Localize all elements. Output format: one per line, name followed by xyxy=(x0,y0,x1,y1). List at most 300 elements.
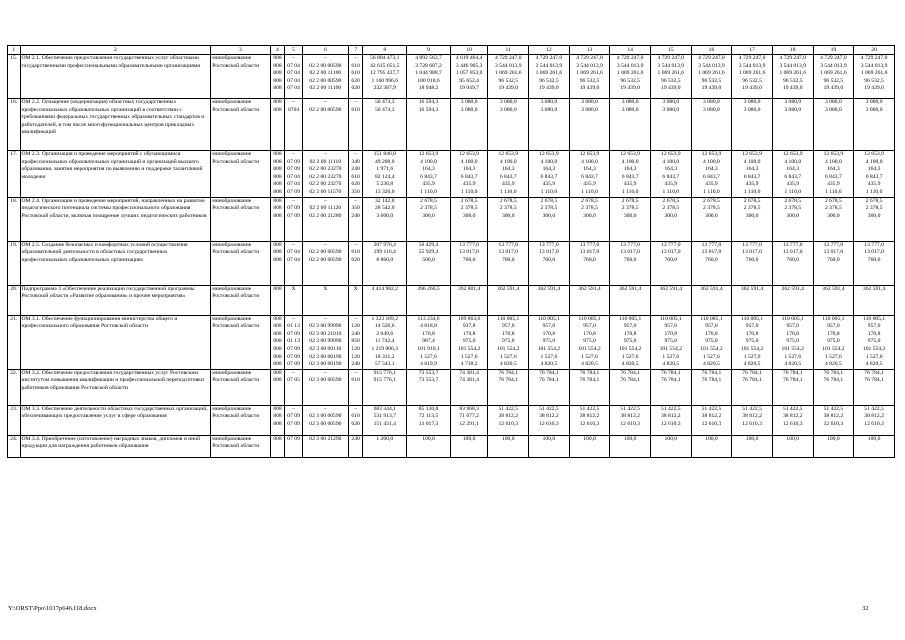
amount-value: 2 378,5 xyxy=(499,205,517,212)
amount-value: 300,0 xyxy=(501,212,515,219)
amount-cell xyxy=(569,405,610,435)
amount-value: 76 784,1 xyxy=(539,369,559,376)
amount-value: 110 005,1 xyxy=(497,315,520,322)
amount-value: 76 784,1 xyxy=(782,377,803,384)
amount-value: 13 017,0 xyxy=(498,249,519,256)
amount-cell xyxy=(813,99,854,151)
budget-code-value: – xyxy=(292,405,295,412)
executor: минобразование Ростовской области xyxy=(211,369,270,405)
budget-code-value: 07 09 xyxy=(287,353,300,360)
amount-value: 13 017,0 xyxy=(742,249,762,256)
budget-code-value: 808 xyxy=(273,369,282,376)
amount-value: 76 784,1 xyxy=(661,377,681,384)
amount-cell xyxy=(772,315,813,369)
budget-code-value: 07 04 xyxy=(287,85,300,92)
amount-cell xyxy=(450,197,488,241)
budget-code-value: 02 2 00 21280 xyxy=(309,212,342,219)
amount-value: 957,0 xyxy=(867,323,881,330)
amount-value: 56 429,4 xyxy=(418,241,439,248)
amount-value: 51 422,5 xyxy=(742,405,762,412)
amount-cell xyxy=(772,151,813,198)
budget-code-value: 808 xyxy=(273,285,282,292)
amount-cell xyxy=(691,197,732,241)
amount-value: 12 291,1 xyxy=(459,420,479,427)
budget-code-value: 07 09 xyxy=(287,435,300,442)
amount-value: 4 100,0 xyxy=(743,158,761,165)
amount-value: 3 080,0 xyxy=(460,106,478,113)
amount-cell xyxy=(691,241,732,285)
amount-value: 74 381,4 xyxy=(459,369,479,376)
executor: минобразование Ростовской области xyxy=(211,285,270,315)
amount-value: 362 591,4 xyxy=(822,285,845,292)
amount-value: 1 069 261,6 xyxy=(494,70,522,77)
budget-code-cell xyxy=(285,99,303,151)
amount-value: 4 729 247,0 xyxy=(860,55,888,61)
amount-value: 38 812,2 xyxy=(620,413,640,420)
amount-cell xyxy=(488,55,529,99)
amount-value: 362 591,4 xyxy=(740,285,764,292)
amount-value: 164,3 xyxy=(542,166,556,173)
amount-value: 101 554,2 xyxy=(781,345,804,352)
amount-cell xyxy=(569,241,610,285)
amount-value: 83 968,3 xyxy=(459,405,479,412)
budget-code-value: 808 xyxy=(273,158,282,165)
amount-value: 13 320,0 xyxy=(374,188,395,195)
amount-value: 55 929,4 xyxy=(418,249,439,256)
amount-value: 2 678,5 xyxy=(460,197,478,204)
amount-value: 435,9 xyxy=(501,181,515,188)
amount-cell xyxy=(450,405,488,435)
document-page xyxy=(7,45,895,458)
amount-value: 362 591,4 xyxy=(578,285,601,292)
budget-code-cell xyxy=(348,197,363,241)
budget-code-value: 02 3 00 00590 xyxy=(309,377,342,384)
budget-code-cell xyxy=(302,151,348,198)
budget-code-cell xyxy=(348,285,363,315)
budget-code-value: 620 xyxy=(351,420,360,427)
amount-cell xyxy=(650,55,691,99)
amount-cell xyxy=(813,241,854,285)
budget-code-value: 120 xyxy=(351,323,360,330)
amount-cell xyxy=(488,99,529,151)
budget-code-value: 850 xyxy=(351,338,360,345)
measure-name: ОМ 3.1. Обеспечение функционирования министерства общего и профессионального образования Ростовской области xyxy=(20,315,211,369)
amount-cell xyxy=(569,315,610,369)
amount-value: 12 653,9 xyxy=(418,151,439,157)
amount-value: 4 100,0 xyxy=(824,158,842,165)
budget-code-value: 240 xyxy=(351,166,360,173)
amount-value: 2 378,5 xyxy=(865,205,883,212)
budget-code-value: 610 xyxy=(351,413,360,420)
amount-value: 1 527,6 xyxy=(420,353,437,360)
budget-code-value: 808 xyxy=(273,77,282,84)
amount-value: 3 080,0 xyxy=(865,106,883,113)
amount-value: 683 344,1 xyxy=(373,405,396,412)
amount-cell xyxy=(772,197,813,241)
amount-value: 957,0 xyxy=(542,323,556,330)
amount-value: 362 591,4 xyxy=(862,285,886,292)
column-number-cell: 4 xyxy=(270,46,285,55)
budget-code-value: 07 09 xyxy=(287,420,300,427)
amount-cell xyxy=(610,197,651,241)
amount-value: 19 439,0 xyxy=(782,85,803,92)
amount-value: 760,0 xyxy=(867,256,881,263)
amount-value: 96 532,5 xyxy=(823,77,844,84)
budget-code-value: 02 2 00 00590 xyxy=(309,106,342,113)
budget-code-value: 02 3 00 00190 xyxy=(309,353,342,360)
amount-value: 164,3 xyxy=(705,166,718,173)
budget-code-cell xyxy=(285,315,303,369)
budget-code-value: – xyxy=(292,241,295,248)
amount-value: 5 230,8 xyxy=(376,181,394,188)
amount-value: 51 422,5 xyxy=(579,405,600,412)
amount-value: 101 554,2 xyxy=(740,345,764,352)
amount-cell xyxy=(854,315,895,369)
amount-cell xyxy=(772,405,813,435)
executor: минобразование Ростовской области xyxy=(211,55,270,99)
amount-value: 435,9 xyxy=(623,181,637,188)
amount-cell xyxy=(363,369,407,405)
amount-cell xyxy=(732,151,773,198)
budget-code-value: 07 09 xyxy=(287,158,300,165)
amount-cell xyxy=(732,435,773,457)
amount-value: 2 378,5 xyxy=(703,205,720,212)
amount-value: 4 100,0 xyxy=(581,158,598,165)
amount-value: 1 069 261,6 xyxy=(860,70,888,77)
budget-code-cell xyxy=(348,99,363,151)
amount-cell xyxy=(650,435,691,457)
amount-value: 164,3 xyxy=(623,166,637,173)
measure-name: ОМ 3.2. Обеспечение предоставления государственных услуг Ростовским институтом повышения квалификации и профессиональной переподготовки работников образования Ростовской области xyxy=(20,369,211,405)
amount-value: 6 843,7 xyxy=(499,173,517,180)
amount-value: 96 532,5 xyxy=(539,77,559,84)
amount-value: 28 542,0 xyxy=(374,205,395,212)
amount-value: 96 532,5 xyxy=(661,77,681,84)
budget-code-value: 610 xyxy=(351,249,360,256)
amount-cell xyxy=(569,285,610,315)
amount-value: 2 378,5 xyxy=(460,205,478,212)
amount-value: 100,0 xyxy=(583,435,596,442)
amount-value: 13 777,0 xyxy=(782,241,803,248)
column-number-cell: 3 xyxy=(211,46,270,55)
amount-value: 19 439,0 xyxy=(864,85,884,92)
budget-code-cell xyxy=(285,197,303,241)
amount-cell xyxy=(610,151,651,198)
amount-value: 13 777,0 xyxy=(742,241,762,248)
amount-value: 4 100,0 xyxy=(703,158,720,165)
amount-value: 4 820,5 xyxy=(824,361,842,368)
amount-cell xyxy=(529,55,570,99)
amount-value: 13 777,0 xyxy=(661,241,681,248)
amount-value: 12 610,3 xyxy=(539,420,559,427)
amount-value: 937,8 xyxy=(462,323,476,330)
amount-value: 4 820,5 xyxy=(540,361,558,368)
budget-code-cell xyxy=(285,151,303,198)
footer-page-number: 32 xyxy=(862,605,869,612)
amount-value: 100,0 xyxy=(705,435,718,442)
amount-value: 3 080,0 xyxy=(499,99,517,105)
amount-value: 100,0 xyxy=(542,435,556,442)
amount-value: 170,8 xyxy=(827,330,840,337)
amount-value: 13 017,0 xyxy=(823,249,844,256)
amount-value: 100,0 xyxy=(422,435,435,442)
amount-cell xyxy=(407,405,451,435)
amount-value: 3 080,0 xyxy=(662,99,680,105)
amount-value: 4 018,8 xyxy=(420,323,437,330)
amount-value: 2 678,5 xyxy=(743,197,761,204)
amount-value: 101 554,2 xyxy=(537,345,561,352)
budget-code-value: 808 xyxy=(273,99,282,105)
amount-value: 3 080,0 xyxy=(784,99,802,105)
amount-value: 300,0 xyxy=(664,212,678,219)
amount-cell xyxy=(813,435,854,457)
budget-code-cell xyxy=(270,405,285,435)
amount-cell xyxy=(488,315,529,369)
budget-code-value: 07 09 xyxy=(287,166,300,173)
budget-code-value: 02 3 00 99990 xyxy=(309,323,342,330)
table-row xyxy=(8,99,895,151)
column-number-cell: 1 xyxy=(8,46,21,55)
amount-value: 19 439,0 xyxy=(701,85,722,92)
amount-value: 100,0 xyxy=(827,435,840,442)
budget-code-value: 808 xyxy=(273,435,282,442)
budget-code-cell xyxy=(270,99,285,151)
budget-code-value: – xyxy=(323,241,327,248)
column-number-cell: 18 xyxy=(772,46,813,55)
budget-code-value: 02 2 00 23270 xyxy=(309,173,342,180)
amount-cell xyxy=(407,197,451,241)
amount-value: 3 080,0 xyxy=(743,99,761,105)
amount-cell xyxy=(610,241,651,285)
budget-code-value: 808 xyxy=(273,323,282,330)
amount-value: 2 678,5 xyxy=(703,197,720,204)
amount-value: 12 610,3 xyxy=(782,420,803,427)
amount-value: 110 005,1 xyxy=(741,315,764,322)
budget-code-value: – xyxy=(323,55,327,61)
executor: минобразование Ростовской области xyxy=(211,99,270,151)
amount-cell xyxy=(488,369,529,405)
budget-code-value: X xyxy=(291,285,296,292)
amount-value: 170,8 xyxy=(583,330,596,337)
amount-cell xyxy=(488,285,529,315)
budget-code-value: 808 xyxy=(273,338,282,345)
amount-cell xyxy=(650,151,691,198)
table-row xyxy=(8,197,895,241)
amount-value: 362 591,4 xyxy=(618,285,642,292)
amount-cell xyxy=(529,435,570,457)
amount-value: 1 069 261,6 xyxy=(657,70,685,77)
amount-value: 100,0 xyxy=(462,435,476,442)
budget-code-cell xyxy=(270,151,285,198)
amount-cell xyxy=(772,55,813,99)
amount-value: 12 610,3 xyxy=(823,420,844,427)
amount-cell xyxy=(450,435,488,457)
amount-value: 957,0 xyxy=(827,323,840,330)
amount-value: 2 678,5 xyxy=(499,197,517,204)
budget-code-value: 02 2 00 00590 xyxy=(309,77,342,84)
amount-value: 170,8 xyxy=(422,330,435,337)
amount-value: 12 653,9 xyxy=(742,151,762,157)
budget-code-value: 808 xyxy=(273,353,282,360)
amount-value: 915 776,1 xyxy=(373,369,396,376)
amount-value: 1 527,6 xyxy=(621,353,639,360)
amount-value: 76 784,1 xyxy=(661,369,681,376)
budget-code-cell xyxy=(285,405,303,435)
amount-value: 435,9 xyxy=(542,181,556,188)
budget-code-value: 340 xyxy=(351,158,360,165)
budget-code-cell xyxy=(270,369,285,405)
amount-cell xyxy=(450,55,488,99)
budget-code-value: 808 xyxy=(273,212,282,219)
amount-value: 101 554,2 xyxy=(618,345,642,352)
budget-code-cell xyxy=(348,369,363,405)
amount-value: 500,0 xyxy=(422,256,435,263)
amount-value: 760,0 xyxy=(705,256,718,263)
amount-value: 76 784,1 xyxy=(864,377,884,384)
budget-code-value: 610 xyxy=(351,377,360,384)
amount-cell xyxy=(569,435,610,457)
amount-value: 13 777,0 xyxy=(579,241,600,248)
budget-code-cell xyxy=(270,315,285,369)
row-number: 18. xyxy=(8,197,21,241)
budget-code-value: – xyxy=(354,55,357,61)
row-number: 22. xyxy=(8,369,21,405)
amount-value: 170,8 xyxy=(705,330,718,337)
amount-value: 12 653,9 xyxy=(701,151,722,157)
amount-value: 12 653,9 xyxy=(459,151,479,157)
amount-value: 38 812,2 xyxy=(864,413,884,420)
amount-cell xyxy=(813,369,854,405)
budget-code-value: 620 xyxy=(351,256,360,263)
amount-value: 13 017,0 xyxy=(539,249,559,256)
measure-name: Подпрограмма 3 «Обеспечение реализации государственной программы Ростовской области «Развитие образования» и прочие мероприятия» xyxy=(20,285,211,315)
amount-value: 4 820,5 xyxy=(865,361,883,368)
amount-value: 975,0 xyxy=(745,338,759,345)
amount-value: 2 378,5 xyxy=(824,205,842,212)
amount-value: 435,9 xyxy=(827,181,840,188)
amount-value: 19 439,0 xyxy=(661,85,681,92)
amount-value: 300,0 xyxy=(867,212,881,219)
amount-value: 2 378,5 xyxy=(420,205,437,212)
amount-value: 4 820,5 xyxy=(662,361,680,368)
row-number: 19. xyxy=(8,241,21,285)
amount-value: 170,8 xyxy=(623,330,637,337)
amount-value: 85 130,8 xyxy=(418,405,439,412)
amount-value: 6 843,7 xyxy=(743,173,761,180)
amount-value: 8 860,0 xyxy=(376,256,394,263)
amount-value: 164,3 xyxy=(501,166,515,173)
amount-value: 100,0 xyxy=(623,435,637,442)
budget-code-value: 808 xyxy=(273,197,282,204)
amount-value: 12 610,3 xyxy=(620,420,640,427)
amount-value: 100,0 xyxy=(745,435,759,442)
amount-value: 50 474,3 xyxy=(374,99,395,105)
executor: минобразование Ростовской области xyxy=(211,151,270,198)
amount-value: 76 784,1 xyxy=(498,377,519,384)
amount-value: 3 544 013,9 xyxy=(535,62,563,69)
row-number: 20. xyxy=(8,285,21,315)
amount-value: 13 017,0 xyxy=(661,249,681,256)
column-number-cell: 8 xyxy=(363,46,407,55)
amount-cell xyxy=(854,405,895,435)
amount-value: 1 527,6 xyxy=(540,353,558,360)
amount-value: 13 017,0 xyxy=(459,249,479,256)
amount-value: 3 544 013,9 xyxy=(494,62,522,69)
amount-cell xyxy=(732,197,773,241)
amount-cell xyxy=(691,435,732,457)
amount-value: 957,0 xyxy=(583,323,596,330)
amount-value: 3 080,0 xyxy=(499,106,517,113)
amount-value: 13 017,0 xyxy=(701,249,722,256)
amount-value: 12 653,9 xyxy=(620,151,640,157)
amount-value: 975,0 xyxy=(827,338,840,345)
amount-cell xyxy=(650,197,691,241)
table-row xyxy=(8,435,895,457)
amount-value: 164,3 xyxy=(462,166,476,173)
amount-value: 13 777,0 xyxy=(620,241,640,248)
column-number-cell: 20 xyxy=(854,46,895,55)
amount-value: 11 742,4 xyxy=(375,338,395,345)
amount-value: 4 414 982,2 xyxy=(371,285,399,292)
amount-value: 76 784,1 xyxy=(701,377,722,384)
amount-cell xyxy=(610,285,651,315)
budget-code-value: 02 2 00 11100 xyxy=(309,70,342,77)
amount-value: 2 678,5 xyxy=(824,197,842,204)
budget-code-value: 02 3 00 00590 xyxy=(309,413,342,420)
amount-value: 1 219 006,3 xyxy=(371,345,399,352)
amount-value: 4 729 247,0 xyxy=(698,55,725,61)
budget-code-value: 808 xyxy=(273,62,282,69)
amount-value: 13 017,0 xyxy=(620,249,640,256)
amount-value: 232 387,9 xyxy=(373,85,396,92)
amount-cell xyxy=(407,241,451,285)
amount-value: 38 812,2 xyxy=(823,413,844,420)
amount-value: 6 843,7 xyxy=(621,173,639,180)
amount-value: 4 100,0 xyxy=(621,158,639,165)
amount-value: 199 116,4 xyxy=(373,249,396,256)
amount-value: 4 729 247,0 xyxy=(820,55,847,61)
amount-value: 51 422,5 xyxy=(661,405,681,412)
amount-value: 760,0 xyxy=(786,256,800,263)
amount-cell xyxy=(488,435,529,457)
amount-value: 76 784,1 xyxy=(620,369,640,376)
amount-value: 2 378,5 xyxy=(784,205,802,212)
amount-value: 76 784,1 xyxy=(579,377,600,384)
amount-cell xyxy=(854,99,895,151)
amount-value: 4 820,5 xyxy=(581,361,598,368)
amount-value: 13 777,0 xyxy=(864,241,884,248)
amount-value: 2 378,5 xyxy=(662,205,680,212)
budget-code-value: – xyxy=(323,151,327,157)
budget-code-value: 07 05 xyxy=(287,377,300,384)
budget-code-value: 02 2 00 23270 xyxy=(309,166,342,173)
amount-value: 3 080,0 xyxy=(824,99,842,105)
amount-value: 2 378,5 xyxy=(540,205,558,212)
amount-cell xyxy=(529,99,570,151)
budget-code-value: 808 xyxy=(273,70,282,77)
amount-value: 19 439,0 xyxy=(742,85,762,92)
amount-value: 300,0 xyxy=(786,212,800,219)
amount-value: 12 653,9 xyxy=(661,151,681,157)
amount-value: 164,3 xyxy=(827,166,840,173)
amount-cell xyxy=(610,405,651,435)
budget-code-value: 01 13 xyxy=(287,338,300,345)
amount-value: 4 820,5 xyxy=(703,361,720,368)
amount-value: 435,9 xyxy=(867,181,881,188)
row-number: 17. xyxy=(8,151,21,198)
budget-code-cell xyxy=(270,197,285,241)
budget-code-value: – xyxy=(292,197,295,204)
